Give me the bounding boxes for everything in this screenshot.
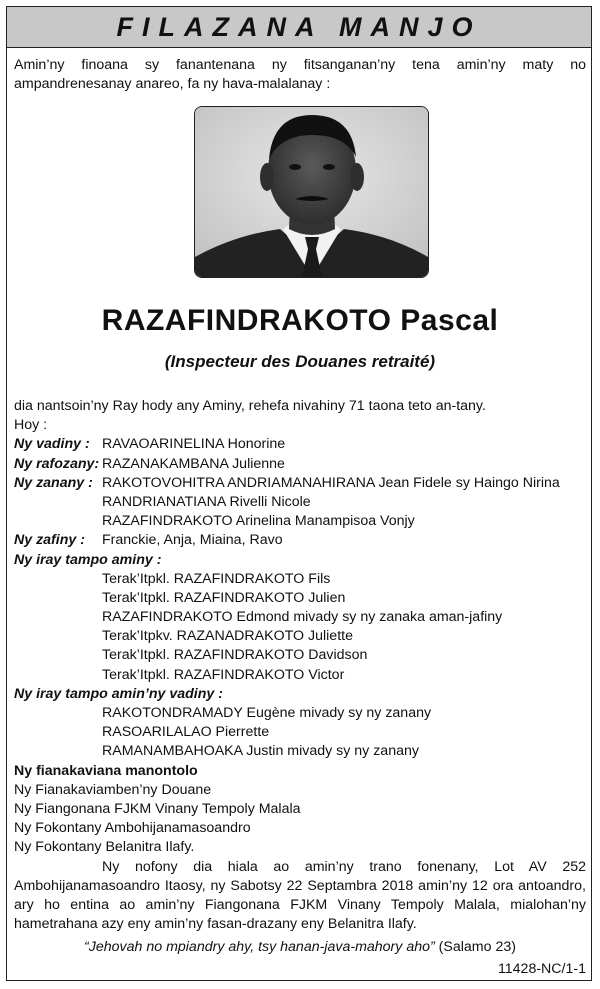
spouse-sibling-row [14, 704, 586, 723]
reference-number: 11428-NC/1-1 [497, 960, 586, 977]
other-mourner: Ny Fokontany Ambohijanamasoandro [14, 820, 251, 837]
children-row [14, 493, 586, 512]
sibling-name: Terak’Itpkl. RAZAFINDRAKOTO Victor [102, 666, 345, 683]
other-mourner: Ny Fiangonana FJKM Vinany Tempoly Malala [14, 800, 301, 817]
sibling-row [14, 666, 586, 685]
children-row [14, 512, 586, 531]
hoy-label: Hoy : [14, 417, 48, 434]
spouse-siblings-label: Ny iray tampo amin’ny vadiny : [14, 685, 223, 702]
mother-in-law-name: RAZANAKAMBANA Julienne [102, 455, 285, 472]
header-banner [7, 7, 591, 48]
sibling-row [14, 570, 586, 589]
siblings-label: Ny iray tampo aminy : [14, 551, 162, 568]
sibling-name: Terak’Itpkl. RAZAFINDRAKOTO Davidson [102, 647, 368, 664]
notice-body [14, 397, 586, 979]
spouse-label: Ny vadiny : [14, 436, 90, 453]
sibling-name: Terak’Itpkl. RAZAFINDRAKOTO Fils [102, 570, 331, 587]
grandchildren-label: Ny zafiny : [14, 532, 85, 549]
notice-content [14, 56, 586, 977]
funeral-details: Ny nofony dia hiala ao amin’ny trano fonenany, Lot AV 252 Ambohijanamasoandro Itaosy, ny Sabotsy 22 Septambra 2018 amin’ny 12 ora antoandro, ary ho entina ao amin’ny Fiangonana FJKM Vinany Tempoly Malala, mialohan’ny hametrahana azy eny amin’ny fasan-drazany eny Belanitra Ilafy. [14, 858, 586, 933]
notice-title: FILAZANA MANJO [116, 11, 482, 42]
quote-source: (Salamo 23) [438, 939, 516, 956]
sibling-row [14, 646, 586, 665]
spouse-sibling-row [14, 723, 586, 742]
children-row [14, 474, 586, 493]
bible-quote [14, 938, 586, 957]
deceased-name: RAZAFINDRAKOTO Pascal [101, 304, 499, 337]
portrait-image [195, 107, 428, 277]
sibling-row [14, 608, 586, 627]
announcement-text: dia nantsoin’ny Ray hody any Aminy, rehefa nivahiny 71 taona teto an-tany. [14, 398, 486, 414]
notice-frame [6, 6, 592, 981]
sibling-name: RAZAFINDRAKOTO Edmond mivady sy ny zanaka aman-jafiny [102, 609, 503, 626]
spouse-sibling-name: RAKOTONDRAMADY Eugène mivady sy ny zanany [102, 705, 432, 721]
deceased-portrait [194, 106, 429, 278]
spouse-sibling-row [14, 742, 586, 761]
sibling-name: Terak’Itpkv. RAZANADRAKOTO Juliette [102, 628, 353, 645]
spouse-sibling-name: RASOARILALAO Pierrette [102, 724, 270, 741]
grandchildren-names: Franckie, Anja, Miaina, Ravo [102, 532, 283, 549]
child-name: RAZAFINDRAKOTO Arinelina Manampisoa Vonjy [102, 513, 415, 530]
mother-in-law-row [14, 455, 586, 474]
sibling-row [14, 627, 586, 646]
spouse-name: RAVAOARINELINA Honorine [102, 436, 286, 453]
intro-text: Amin’ny finoana sy fanantenana ny fitsanganan’ny tena amin’ny maty no ampandrenesanay anareo, fa ny hava-malalanay : [14, 57, 586, 93]
whole-family-label: Ny fianakaviana manontolo [14, 762, 198, 779]
sibling-name: Terak’Itpkl. RAZAFINDRAKOTO Julien [102, 589, 346, 606]
child-name: RANDRIANATIANA Rivelli Nicole [102, 493, 311, 510]
child-name: RAKOTOVOHITRA ANDRIAMANAHIRANA Jean Fidele sy Haingo Nirina [102, 474, 560, 491]
quote-text: “Jehovah no mpiandry ahy, tsy hanan-java-mahory aho” [84, 939, 435, 956]
mother-in-law-label: Ny rafozany: [14, 455, 100, 472]
children-label: Ny zanany : [14, 474, 93, 491]
spouse-row [14, 435, 586, 454]
grandchildren-row [14, 531, 586, 550]
sibling-row [14, 589, 586, 608]
other-mourner: Ny Fianakaviamben’ny Douane [14, 781, 212, 798]
deceased-title: (Inspecteur des Douanes retraité) [164, 352, 436, 371]
other-mourner: Ny Fokontany Belanitra Ilafy. [14, 839, 195, 856]
spouse-sibling-name: RAMANAMBAHOAKA Justin mivady sy ny zanany [102, 743, 419, 760]
